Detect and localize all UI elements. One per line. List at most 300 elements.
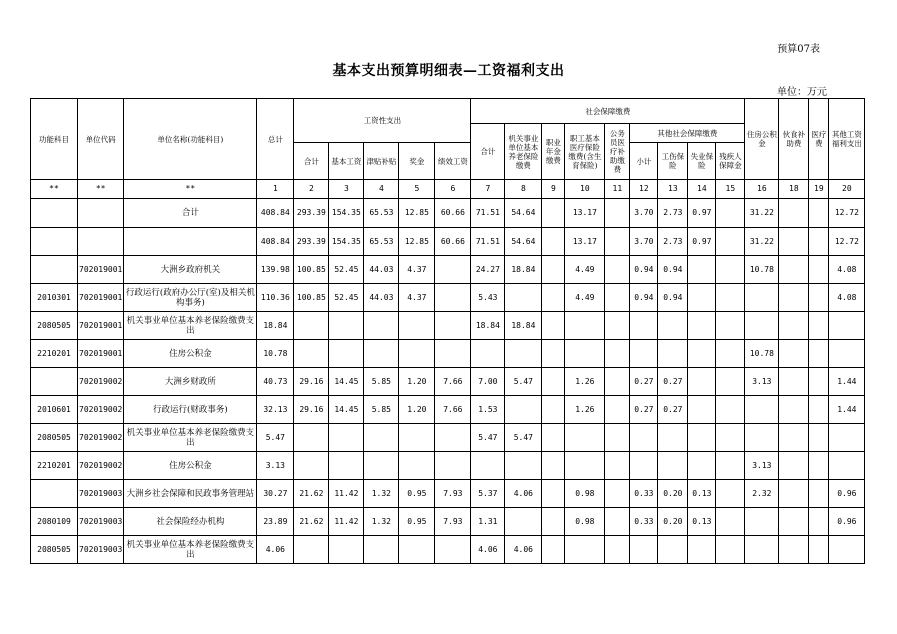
header-medical-insurance: 职工基本医疗保险缴费(含生育保险) — [565, 124, 605, 180]
amount-cell — [364, 312, 399, 340]
column-index-cell: 6 — [435, 180, 471, 199]
amount-cell — [542, 312, 565, 340]
amount-cell — [809, 284, 829, 312]
amount-cell — [716, 452, 745, 480]
header-civil-medical: 公务员医疗补助缴费 — [605, 124, 630, 180]
amount-cell — [294, 340, 329, 368]
unit-name-cell: 行政运行(政府办公厅(室)及相关机构事务) — [124, 284, 257, 312]
amount-cell: 4.06 — [505, 536, 542, 564]
amount-cell: 5.85 — [364, 396, 399, 424]
unit-code-cell: 702019003 — [78, 508, 124, 536]
column-index-cell: 4 — [364, 180, 399, 199]
amount-cell — [605, 284, 630, 312]
table-row — [31, 228, 865, 256]
amount-cell — [435, 452, 471, 480]
amount-cell: 1.26 — [565, 368, 605, 396]
amount-cell — [542, 199, 565, 228]
amount-cell: 12.85 — [399, 228, 435, 256]
amount-cell — [809, 480, 829, 508]
unit-name-cell: 社会保险经办机构 — [124, 508, 257, 536]
amount-cell — [605, 424, 630, 452]
column-index-row — [31, 180, 865, 199]
amount-cell: 139.98 — [257, 256, 294, 284]
page-title: 基本支出预算明细表—工资福利支出 — [332, 63, 565, 79]
amount-cell — [605, 256, 630, 284]
amount-cell: 0.27 — [658, 368, 688, 396]
amount-cell: 4.08 — [829, 284, 865, 312]
amount-cell — [745, 312, 779, 340]
amount-cell: 1.26 — [565, 396, 605, 424]
amount-cell: 0.13 — [688, 480, 716, 508]
amount-cell — [809, 508, 829, 536]
amount-cell: 71.51 — [471, 199, 505, 228]
amount-cell — [688, 312, 716, 340]
amount-cell: 52.45 — [329, 284, 364, 312]
unit-code-cell: 702019001 — [78, 312, 124, 340]
amount-cell: 3.70 — [630, 228, 658, 256]
unit-name-cell: 大洲乡社会保障和民政事务管理站 — [124, 480, 257, 508]
header-meal: 伙食补助费 — [779, 99, 809, 180]
amount-cell: 18.84 — [505, 312, 542, 340]
table-row — [31, 368, 865, 396]
amount-cell — [565, 452, 605, 480]
header-housing: 住房公积金 — [745, 99, 779, 180]
header-unit-name: 单位名称(功能科目) — [124, 99, 257, 180]
func-code-cell: 2010301 — [31, 284, 78, 312]
amount-cell: 0.20 — [658, 480, 688, 508]
amount-cell — [658, 452, 688, 480]
column-index-cell: 8 — [505, 180, 542, 199]
amount-cell — [542, 508, 565, 536]
amount-cell: 31.22 — [745, 199, 779, 228]
amount-cell — [542, 228, 565, 256]
amount-cell: 31.22 — [745, 228, 779, 256]
amount-cell: 110.36 — [257, 284, 294, 312]
amount-cell — [716, 228, 745, 256]
amount-cell — [779, 340, 809, 368]
amount-cell: 0.95 — [399, 508, 435, 536]
amount-cell: 60.66 — [435, 199, 471, 228]
amount-cell — [809, 424, 829, 452]
header-total: 总计 — [257, 99, 294, 180]
amount-cell — [779, 508, 809, 536]
amount-cell — [605, 199, 630, 228]
amount-cell: 408.84 — [257, 228, 294, 256]
header-unit-code: 单位代码 — [78, 99, 124, 180]
unit-name-cell: 住房公积金 — [124, 452, 257, 480]
column-index-cell: 2 — [294, 180, 329, 199]
column-index-cell: 1 — [257, 180, 294, 199]
amount-cell — [829, 424, 865, 452]
amount-cell: 0.27 — [658, 396, 688, 424]
amount-cell — [605, 452, 630, 480]
amount-cell: 4.06 — [257, 536, 294, 564]
amount-cell: 18.84 — [257, 312, 294, 340]
amount-cell: 2.73 — [658, 228, 688, 256]
amount-cell — [779, 536, 809, 564]
func-code-cell: 2210201 — [31, 452, 78, 480]
amount-cell: 7.00 — [471, 368, 505, 396]
column-index-cell: 5 — [399, 180, 435, 199]
func-code-cell: 2080109 — [31, 508, 78, 536]
amount-cell: 12.85 — [399, 199, 435, 228]
table-row — [31, 340, 865, 368]
func-code-cell — [31, 199, 78, 228]
amount-cell — [329, 424, 364, 452]
column-index-cell: 19 — [809, 180, 829, 199]
func-code-cell: 2210201 — [31, 340, 78, 368]
unit-label: 单位：万元 — [777, 87, 827, 98]
amount-cell: 29.16 — [294, 368, 329, 396]
amount-cell — [364, 452, 399, 480]
amount-cell: 1.31 — [471, 508, 505, 536]
column-index-cell: 20 — [829, 180, 865, 199]
amount-cell — [716, 284, 745, 312]
header-basic-wage: 基本工资 — [329, 143, 364, 180]
amount-cell: 13.17 — [565, 199, 605, 228]
amount-cell — [716, 536, 745, 564]
table-row — [31, 199, 865, 228]
amount-cell — [605, 228, 630, 256]
amount-cell: 0.27 — [630, 368, 658, 396]
column-index-cell: 10 — [565, 180, 605, 199]
amount-cell — [779, 424, 809, 452]
amount-cell: 0.27 — [630, 396, 658, 424]
func-code-cell: 2080505 — [31, 536, 78, 564]
header-social-group: 社会保障缴费 — [471, 99, 745, 124]
amount-cell: 71.51 — [471, 228, 505, 256]
amount-cell — [565, 340, 605, 368]
amount-cell: 40.73 — [257, 368, 294, 396]
amount-cell — [542, 340, 565, 368]
column-index-cell: 16 — [745, 180, 779, 199]
amount-cell: 4.06 — [471, 536, 505, 564]
amount-cell — [716, 256, 745, 284]
header-disabled-fund: 残疾人保障金 — [716, 143, 745, 180]
amount-cell — [542, 480, 565, 508]
amount-cell — [329, 340, 364, 368]
amount-cell — [688, 368, 716, 396]
unit-name-cell: 行政运行(财政事务) — [124, 396, 257, 424]
amount-cell: 0.97 — [688, 228, 716, 256]
amount-cell: 5.47 — [505, 424, 542, 452]
amount-cell: 7.66 — [435, 396, 471, 424]
amount-cell: 5.47 — [505, 368, 542, 396]
amount-cell: 1.44 — [829, 368, 865, 396]
amount-cell — [809, 368, 829, 396]
amount-cell: 32.13 — [257, 396, 294, 424]
amount-cell — [364, 340, 399, 368]
unit-code-cell: 702019001 — [78, 284, 124, 312]
amount-cell — [809, 536, 829, 564]
amount-cell: 100.85 — [294, 284, 329, 312]
amount-cell — [605, 396, 630, 424]
unit-code-cell: 702019002 — [78, 452, 124, 480]
amount-cell: 14.45 — [329, 396, 364, 424]
amount-cell: 1.53 — [471, 396, 505, 424]
amount-cell — [542, 452, 565, 480]
amount-cell — [779, 284, 809, 312]
amount-cell — [779, 452, 809, 480]
amount-cell: 5.37 — [471, 480, 505, 508]
header-bonus: 奖金 — [399, 143, 435, 180]
amount-cell — [565, 312, 605, 340]
amount-cell — [658, 536, 688, 564]
amount-cell: 0.94 — [630, 284, 658, 312]
amount-cell: 10.78 — [745, 256, 779, 284]
amount-cell — [829, 340, 865, 368]
amount-cell — [329, 452, 364, 480]
amount-cell — [605, 480, 630, 508]
amount-cell: 4.49 — [565, 256, 605, 284]
amount-cell — [542, 536, 565, 564]
amount-cell — [716, 368, 745, 396]
amount-cell: 0.33 — [630, 480, 658, 508]
amount-cell — [471, 340, 505, 368]
unit-name-cell: 机关事业单位基本养老保险缴费支出 — [124, 312, 257, 340]
amount-cell: 54.64 — [505, 199, 542, 228]
amount-cell: 3.70 — [630, 199, 658, 228]
amount-cell — [329, 312, 364, 340]
amount-cell — [605, 340, 630, 368]
header-func-code: 功能科目 — [31, 99, 78, 180]
amount-cell — [716, 480, 745, 508]
func-code-cell: 2080505 — [31, 312, 78, 340]
amount-cell: 5.85 — [364, 368, 399, 396]
amount-cell — [399, 424, 435, 452]
amount-cell: 0.20 — [658, 508, 688, 536]
amount-cell — [716, 312, 745, 340]
header-annuity: 职业年金缴费 — [542, 124, 565, 180]
amount-cell: 5.43 — [471, 284, 505, 312]
unit-name-cell: 机关事业单位基本养老保险缴费支出 — [124, 536, 257, 564]
amount-cell — [779, 199, 809, 228]
amount-cell — [658, 340, 688, 368]
amount-cell: 60.66 — [435, 228, 471, 256]
unit-code-cell: 702019002 — [78, 424, 124, 452]
amount-cell: 0.98 — [565, 480, 605, 508]
amount-cell: 23.89 — [257, 508, 294, 536]
amount-cell — [809, 396, 829, 424]
amount-cell — [605, 536, 630, 564]
amount-cell — [716, 340, 745, 368]
table-row — [31, 508, 865, 536]
table-row — [31, 452, 865, 480]
unit-name-cell — [124, 228, 257, 256]
table-row — [31, 396, 865, 424]
amount-cell: 0.97 — [688, 199, 716, 228]
amount-cell — [505, 340, 542, 368]
amount-cell — [505, 452, 542, 480]
amount-cell: 30.27 — [257, 480, 294, 508]
func-code-cell — [31, 480, 78, 508]
amount-cell — [505, 284, 542, 312]
amount-cell — [716, 424, 745, 452]
amount-cell — [745, 536, 779, 564]
amount-cell — [399, 536, 435, 564]
column-index-cell: 14 — [688, 180, 716, 199]
amount-cell — [779, 256, 809, 284]
unit-name-cell: 住房公积金 — [124, 340, 257, 368]
amount-cell — [688, 452, 716, 480]
amount-cell — [435, 340, 471, 368]
amount-cell — [542, 396, 565, 424]
amount-cell: 65.53 — [364, 228, 399, 256]
amount-cell: 4.49 — [565, 284, 605, 312]
amount-cell — [565, 536, 605, 564]
header-social-subtotal: 合计 — [471, 124, 505, 180]
amount-cell — [294, 536, 329, 564]
header-other-wage: 其他工资福利支出 — [829, 99, 865, 180]
amount-cell: 100.85 — [294, 256, 329, 284]
amount-cell: 44.03 — [364, 256, 399, 284]
amount-cell — [716, 396, 745, 424]
amount-cell: 0.96 — [829, 508, 865, 536]
amount-cell — [745, 396, 779, 424]
amount-cell: 11.42 — [329, 480, 364, 508]
amount-cell: 2.73 — [658, 199, 688, 228]
amount-cell: 3.13 — [745, 452, 779, 480]
amount-cell — [688, 424, 716, 452]
amount-cell — [779, 368, 809, 396]
amount-cell: 1.20 — [399, 396, 435, 424]
amount-cell: 0.33 — [630, 508, 658, 536]
unit-code-cell: 702019002 — [78, 396, 124, 424]
column-index-cell: ** — [31, 180, 78, 199]
table-row — [31, 256, 865, 284]
amount-cell: 21.62 — [294, 480, 329, 508]
amount-cell — [435, 312, 471, 340]
header-pension: 机关事业单位基本养老保险缴费 — [505, 124, 542, 180]
header-allowance: 津贴补贴 — [364, 143, 399, 180]
amount-cell — [630, 452, 658, 480]
amount-cell: 12.72 — [829, 199, 865, 228]
amount-cell: 29.16 — [294, 396, 329, 424]
amount-cell: 0.95 — [399, 480, 435, 508]
amount-cell — [294, 452, 329, 480]
unit-name-cell: 机关事业单位基本养老保险缴费支出 — [124, 424, 257, 452]
amount-cell — [399, 452, 435, 480]
amount-cell — [542, 256, 565, 284]
amount-cell: 293.39 — [294, 199, 329, 228]
amount-cell: 0.13 — [688, 508, 716, 536]
unit-code-cell — [78, 228, 124, 256]
amount-cell: 10.78 — [257, 340, 294, 368]
header-medical-expense: 医疗费 — [809, 99, 829, 180]
unit-name-cell: 合计 — [124, 199, 257, 228]
amount-cell — [688, 340, 716, 368]
amount-cell: 24.27 — [471, 256, 505, 284]
amount-cell: 3.13 — [257, 452, 294, 480]
table-row — [31, 312, 865, 340]
amount-cell: 18.84 — [471, 312, 505, 340]
column-index-cell: 18 — [779, 180, 809, 199]
amount-cell — [630, 340, 658, 368]
amount-cell — [809, 452, 829, 480]
amount-cell: 0.98 — [565, 508, 605, 536]
amount-cell — [716, 199, 745, 228]
amount-cell: 0.94 — [658, 284, 688, 312]
unit-code-cell: 702019003 — [78, 480, 124, 508]
amount-cell — [779, 480, 809, 508]
column-index-cell: 12 — [630, 180, 658, 199]
table-row — [31, 536, 865, 564]
header-performance-wage: 绩效工资 — [435, 143, 471, 180]
amount-cell — [542, 284, 565, 312]
amount-cell — [809, 228, 829, 256]
amount-cell — [505, 508, 542, 536]
func-code-cell: 2010601 — [31, 396, 78, 424]
header-wage-group: 工资性支出 — [294, 99, 471, 143]
amount-cell: 4.37 — [399, 284, 435, 312]
amount-cell — [435, 256, 471, 284]
amount-cell — [542, 368, 565, 396]
amount-cell: 154.35 — [329, 228, 364, 256]
column-index-cell: 13 — [658, 180, 688, 199]
amount-cell — [779, 396, 809, 424]
amount-cell — [745, 508, 779, 536]
form-number: 预算07表 — [777, 44, 820, 55]
amount-cell: 5.47 — [471, 424, 505, 452]
amount-cell — [658, 424, 688, 452]
amount-cell — [809, 340, 829, 368]
column-index-cell: 3 — [329, 180, 364, 199]
header-wage-subtotal: 合计 — [294, 143, 329, 180]
unit-code-cell: 702019001 — [78, 256, 124, 284]
amount-cell: 0.96 — [829, 480, 865, 508]
amount-cell — [716, 508, 745, 536]
amount-cell — [294, 312, 329, 340]
amount-cell — [329, 536, 364, 564]
amount-cell — [809, 199, 829, 228]
func-code-cell — [31, 256, 78, 284]
unit-code-cell — [78, 199, 124, 228]
amount-cell — [605, 508, 630, 536]
amount-cell — [605, 312, 630, 340]
unit-code-cell: 702019001 — [78, 340, 124, 368]
amount-cell: 13.17 — [565, 228, 605, 256]
amount-cell: 7.66 — [435, 368, 471, 396]
amount-cell: 7.93 — [435, 480, 471, 508]
amount-cell — [399, 340, 435, 368]
amount-cell — [809, 312, 829, 340]
amount-cell — [688, 256, 716, 284]
column-index-cell: 15 — [716, 180, 745, 199]
amount-cell — [688, 536, 716, 564]
unit-name-cell: 大洲乡财政所 — [124, 368, 257, 396]
amount-cell: 11.42 — [329, 508, 364, 536]
amount-cell — [688, 396, 716, 424]
amount-cell — [630, 424, 658, 452]
column-index-cell: 9 — [542, 180, 565, 199]
amount-cell: 4.37 — [399, 256, 435, 284]
amount-cell — [294, 424, 329, 452]
amount-cell: 1.32 — [364, 480, 399, 508]
amount-cell: 12.72 — [829, 228, 865, 256]
header-other-subtotal: 小计 — [630, 143, 658, 180]
column-index-cell: ** — [78, 180, 124, 199]
amount-cell: 1.32 — [364, 508, 399, 536]
amount-cell — [829, 312, 865, 340]
amount-cell — [779, 312, 809, 340]
amount-cell: 3.13 — [745, 368, 779, 396]
amount-cell — [435, 536, 471, 564]
amount-cell: 14.45 — [329, 368, 364, 396]
budget-table — [30, 98, 865, 564]
amount-cell — [829, 536, 865, 564]
header-injury-insurance: 工伤保险 — [658, 143, 688, 180]
unit-code-cell: 702019003 — [78, 536, 124, 564]
